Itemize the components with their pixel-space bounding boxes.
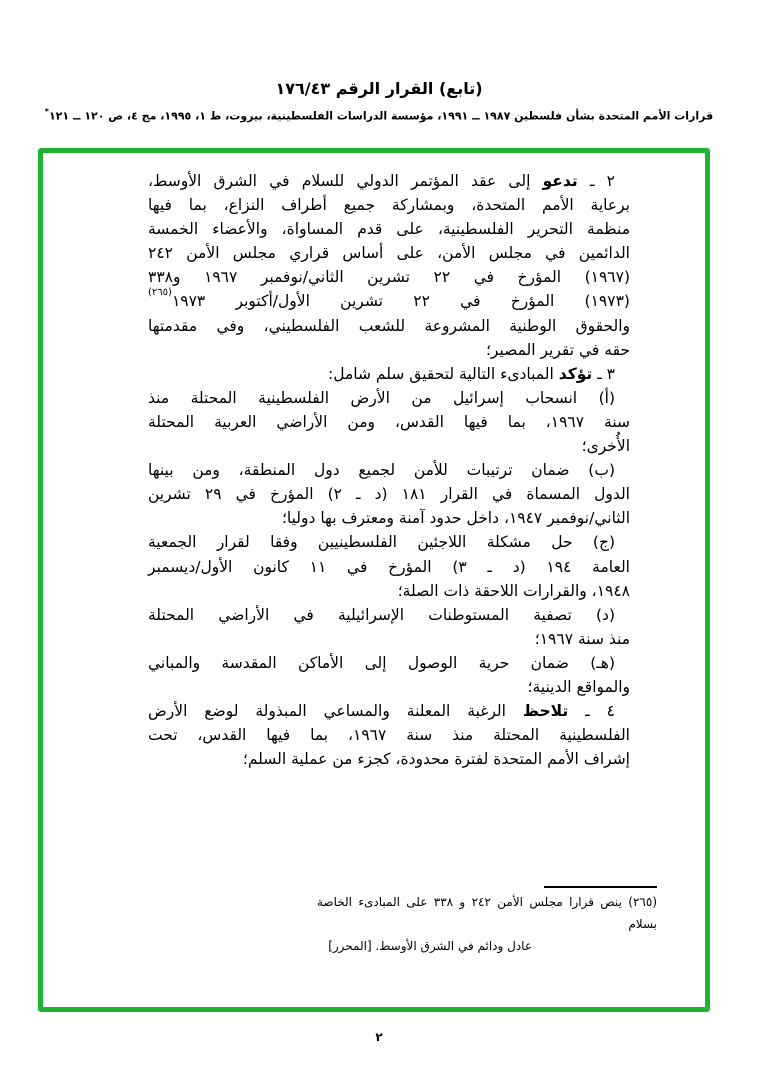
footnote-text — [317, 891, 657, 957]
body-line-item-2: برعاية الأمم المتحدة، وبمشاركة جميع أطراف النزاع، بما فيها — [148, 196, 630, 215]
body-line-item-3-a: سنة ١٩٦٧، بما فيها القدس، ومن الأراضي العربية المحتلة — [148, 412, 631, 431]
body-line-item-3-e: والمواقع الدينية؛ — [527, 677, 630, 696]
body-line-item-3-c: ١٩٤٨، والقرارات اللاحقة ذات الصلة؛ — [397, 581, 630, 600]
body-line-item-2: الدائمين في مجلس الأمن، على أساس قراري مجلس الأمن ٢٤٢ — [148, 244, 630, 263]
body-line-item-3-a: (أ) انسحاب إسرائيل من الأرض الفلسطينية المحتلة منذ — [148, 388, 615, 407]
body-line-item-3-b: الدول المسماة في القرار ١٨١ (د ـ ٢) المؤرخ في ٢٩ تشرين — [148, 485, 630, 504]
body-line-item-3-d: (د) تصفية المستوطنات الإسرائيلية في الأراضي المحتلة — [148, 605, 615, 624]
document-body — [148, 169, 630, 771]
body-line-item-3-a: الأُخرى؛ — [581, 437, 630, 456]
body-line-item-3-c: العامة ١٩٤ (د ـ ٣) المؤرخ في ١١ كانون الأول/ديسمبر — [148, 557, 630, 576]
footnote-line: (٢٦٥) ينص قرارا مجلس الأمن ٢٤٢ و ٣٣٨ على المبادىء الخاصة بسلام — [317, 895, 657, 931]
body-line-item-2: والحقوق الوطنية المشروعة للشعب الفلسطيني، وفي مقدمتها — [148, 316, 630, 335]
body-line-item-4: الفلسطينية المحتلة منذ سنة ١٩٦٧، بما فيها القدس، تحت — [148, 726, 630, 745]
page-title: (تابع) القرار الرقم ١٧٦/٤٣ — [275, 79, 483, 98]
body-line-item-3-c: (ج) حل مشكلة اللاجئين الفلسطينيين وفقا لقرار الجمعية — [148, 533, 615, 552]
body-line-item-3-b: (ب) ضمان ترتيبات للأمن لجميع دول المنطقة، ومن بينها — [148, 461, 615, 480]
body-line-item-2: (١٩٧٣) المؤرخ في ٢٢ تشرين الأول/أكتوبر ١٩٧٣$^{(٢٦٥)}$ — [148, 287, 630, 311]
body-line-item-2: (١٩٦٧) المؤرخ في ٢٢ تشرين الثاني/نوفمبر ١٩٦٧ و٣٣٨ — [148, 268, 630, 287]
source-citation — [0, 108, 758, 123]
footnote-line: عادل ودائم في الشرق الأوسط. [المحرر] — [328, 939, 532, 953]
citation-footnote-mark: * — [44, 107, 49, 116]
body-line-item-2: ٢ ـ تدعو إلى عقد المؤتمر الدولي للسلام في الشرق الأوسط، — [148, 172, 615, 190]
body-line-item-3-b: الثاني/نوفمبر ١٩٤٧، داخل حدود آمنة ومعترف بها دوليا؛ — [281, 509, 630, 528]
body-line-item-2: حقه في تقرير المصير؛ — [485, 340, 630, 359]
body-line-item-4: ٤ ـ تلاحظ الرغبة المعلنة والمساعي المبذولة لوضع الأرض — [148, 702, 615, 721]
body-line-item-4: إشراف الأمم المتحدة لفترة محدودة، كجزء من عملية السلم؛ — [242, 750, 630, 769]
body-line-item-2: منظمة التحرير الفلسطينية، على قدم المساواة، والأعضاء الخمسة — [148, 220, 630, 239]
page-number: ٢ — [375, 1030, 383, 1044]
source-citation-text: قرارات الأمم المتحدة بشأن فلسطين ١٩٨٧ ــ ١٩٩١، مؤسسة الدراسات الفلسطينية، بيروت، ط ١، ١٩٩٥، مج ٤، ص ١٢٠ ــ ١٢١ — [48, 109, 714, 123]
body-line-item-3: ٣ ـ تؤكد المبادىء التالية لتحقيق سلم شامل: — [328, 364, 615, 383]
footnote-divider — [544, 886, 657, 888]
body-line-item-3-e: (هـ) ضمان حرية الوصول إلى الأماكن المقدسة والمباني — [148, 653, 615, 672]
body-line-item-3-d: منذ سنة ١٩٦٧؛ — [534, 629, 630, 648]
